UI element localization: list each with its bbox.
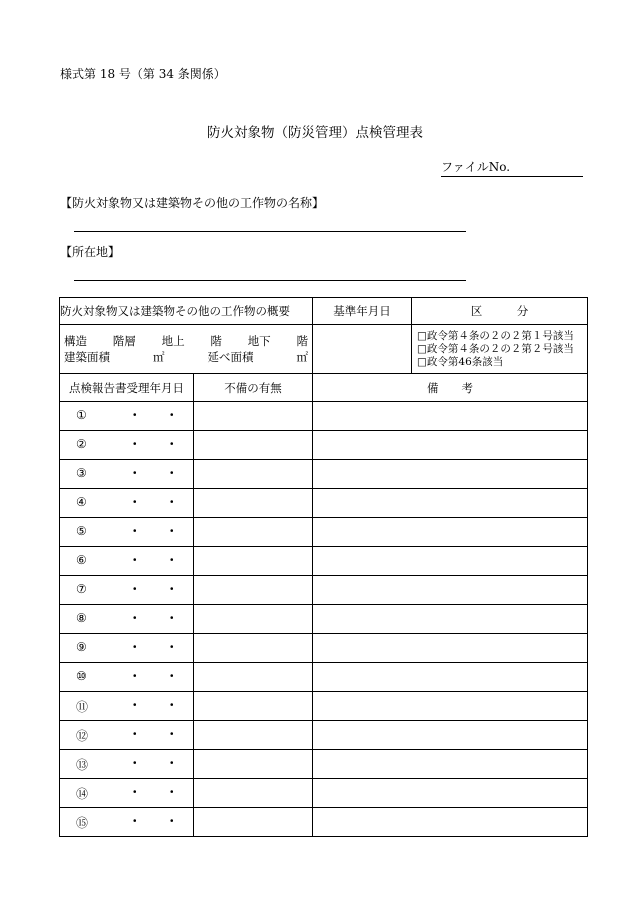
date-separator: ・ [129,437,141,451]
table-row [60,721,588,750]
remarks-cell[interactable] [313,663,588,692]
remarks-cell[interactable] [313,692,588,721]
date-separator: ・ [166,756,178,770]
receipt-date-cell[interactable] [60,402,194,431]
overview-cell[interactable] [60,325,313,374]
total-floor-area-label: 延べ面積 [207,350,254,364]
row-number: ⑬ [76,758,89,772]
receipt-date-cell[interactable] [60,721,194,750]
receipt-date-cell[interactable] [60,547,194,576]
defects-cell[interactable] [194,460,313,489]
receipt-date-cell[interactable] [60,663,194,692]
remarks-cell[interactable] [313,489,588,518]
name-input-line[interactable] [74,231,466,232]
defects-cell[interactable] [194,750,313,779]
row-number: ⑫ [76,729,89,743]
form-number: 様式第 18 号（第 34 条関係） [60,67,226,81]
remarks-cell[interactable] [313,779,588,808]
date-separator: ・ [129,756,141,770]
row-number: ⑦ [76,582,87,596]
category-cell[interactable] [412,325,588,374]
date-separator: ・ [166,611,178,625]
receipt-date-cell[interactable] [60,779,194,808]
date-separator: ・ [166,640,178,654]
remarks-cell[interactable] [313,605,588,634]
row-number: ⑥ [76,553,87,567]
date-separator: ・ [166,524,178,538]
row-number: ⑩ [76,669,87,683]
remarks-cell[interactable] [313,518,588,547]
receipt-date-cell[interactable] [60,460,194,489]
date-separator: ・ [129,727,141,741]
defects-cell[interactable] [194,518,313,547]
row-number: ② [76,437,87,451]
receipt-date-cell[interactable] [60,605,194,634]
row-number: ⑪ [76,700,89,714]
receipt-date-cell[interactable] [60,576,194,605]
date-separator: ・ [129,524,141,538]
category-checkbox-1[interactable]: □政令第４条の２の２第１号該当 [417,329,574,342]
date-separator: ・ [129,408,141,422]
table-row [60,460,588,489]
remarks-cell[interactable] [313,721,588,750]
overview-header: 防火対象物又は建築物その他の工作物の概要 [60,298,313,325]
receipt-date-cell[interactable] [60,692,194,721]
date-separator: ・ [129,698,141,712]
remarks-cell[interactable] [313,576,588,605]
building-area-label: 建築面積 [64,350,110,364]
defects-cell[interactable] [194,692,313,721]
table-row [60,547,588,576]
date-separator: ・ [166,408,178,422]
row-number: ⑭ [76,787,89,801]
table-row [60,750,588,779]
defects-cell[interactable] [194,808,313,837]
row-number: ④ [76,495,87,509]
structure-label: 構造 [64,334,87,348]
date-separator: ・ [129,611,141,625]
table-header-overview [60,298,588,325]
remarks-cell[interactable] [313,431,588,460]
defects-cell[interactable] [194,721,313,750]
row-number: ⑮ [76,816,89,830]
table-row [60,576,588,605]
remarks-cell[interactable] [313,808,588,837]
inspection-ledger-table [59,297,588,837]
table-row [60,605,588,634]
below-ground-label: 地下 [247,334,271,348]
base-date-header: 基準年月日 [313,298,412,325]
date-separator: ・ [166,437,178,451]
above-ground-label: 地上 [161,334,185,348]
category-checkbox-3[interactable]: □政令第46条該当 [417,355,504,368]
defects-cell[interactable] [194,576,313,605]
category-header: 区 分 [412,298,588,325]
row-number: ⑤ [76,524,87,538]
remarks-cell[interactable] [313,460,588,489]
file-number-label: ファイルNo. [441,160,511,174]
defects-cell[interactable] [194,547,313,576]
date-separator: ・ [129,669,141,683]
date-separator: ・ [166,727,178,741]
row-number: ⑧ [76,611,87,625]
row-number: ⑨ [76,640,87,654]
floor-unit-2: 階 [296,334,308,348]
table-row [60,634,588,663]
table-row [60,779,588,808]
date-separator: ・ [129,582,141,596]
floor-unit-1: 階 [210,334,222,348]
date-separator: ・ [129,466,141,480]
defects-cell[interactable] [194,489,313,518]
category-checkbox-2[interactable]: □政令第４条の２の２第２号該当 [417,342,574,355]
table-row [60,431,588,460]
receipt-date-header: 点検報告書受理年月日 [60,374,194,402]
table-row [60,692,588,721]
date-separator: ・ [129,640,141,654]
receipt-date-cell[interactable] [60,489,194,518]
defects-header: 不備の有無 [194,374,313,402]
row-number: ① [76,408,87,422]
date-separator: ・ [129,495,141,509]
defects-cell[interactable] [194,634,313,663]
sqm-unit-1: ㎡ [153,350,165,364]
date-separator: ・ [166,669,178,683]
row-number: ③ [76,466,87,480]
page-title: 防火対象物（防災管理）点検管理表 [207,125,423,141]
address-label: 【所在地】 [60,245,121,259]
date-separator: ・ [166,698,178,712]
defects-cell[interactable] [194,605,313,634]
remarks-cell[interactable] [313,547,588,576]
date-separator: ・ [166,553,178,567]
overview-row [60,325,588,374]
remarks-cell[interactable] [313,634,588,663]
defects-cell[interactable] [194,663,313,692]
date-separator: ・ [166,814,178,828]
table-row [60,663,588,692]
receipt-date-cell[interactable] [60,431,194,460]
remarks-cell[interactable] [313,402,588,431]
table-header-inspection [60,374,588,402]
defects-cell[interactable] [194,431,313,460]
floors-label: 階層 [112,334,136,348]
date-separator: ・ [129,553,141,567]
remarks-cell[interactable] [313,750,588,779]
receipt-date-cell[interactable] [60,634,194,663]
receipt-date-cell[interactable] [60,750,194,779]
base-date-cell[interactable] [313,325,412,374]
table-row [60,808,588,837]
receipt-date-cell[interactable] [60,808,194,837]
table-row [60,489,588,518]
sqm-unit-2: ㎡ [296,350,308,364]
remarks-header: 備 考 [313,374,588,402]
defects-cell[interactable] [194,779,313,808]
address-input-line[interactable] [74,280,466,281]
date-separator: ・ [166,495,178,509]
date-separator: ・ [166,785,178,799]
date-separator: ・ [129,785,141,799]
file-number-field[interactable] [441,158,583,177]
receipt-date-cell[interactable] [60,518,194,547]
name-label: 【防火対象物又は建築物その他の工作物の名称】 [60,196,325,210]
date-separator: ・ [166,582,178,596]
defects-cell[interactable] [194,402,313,431]
table-row [60,402,588,431]
table-row [60,518,588,547]
date-separator: ・ [129,814,141,828]
date-separator: ・ [166,466,178,480]
